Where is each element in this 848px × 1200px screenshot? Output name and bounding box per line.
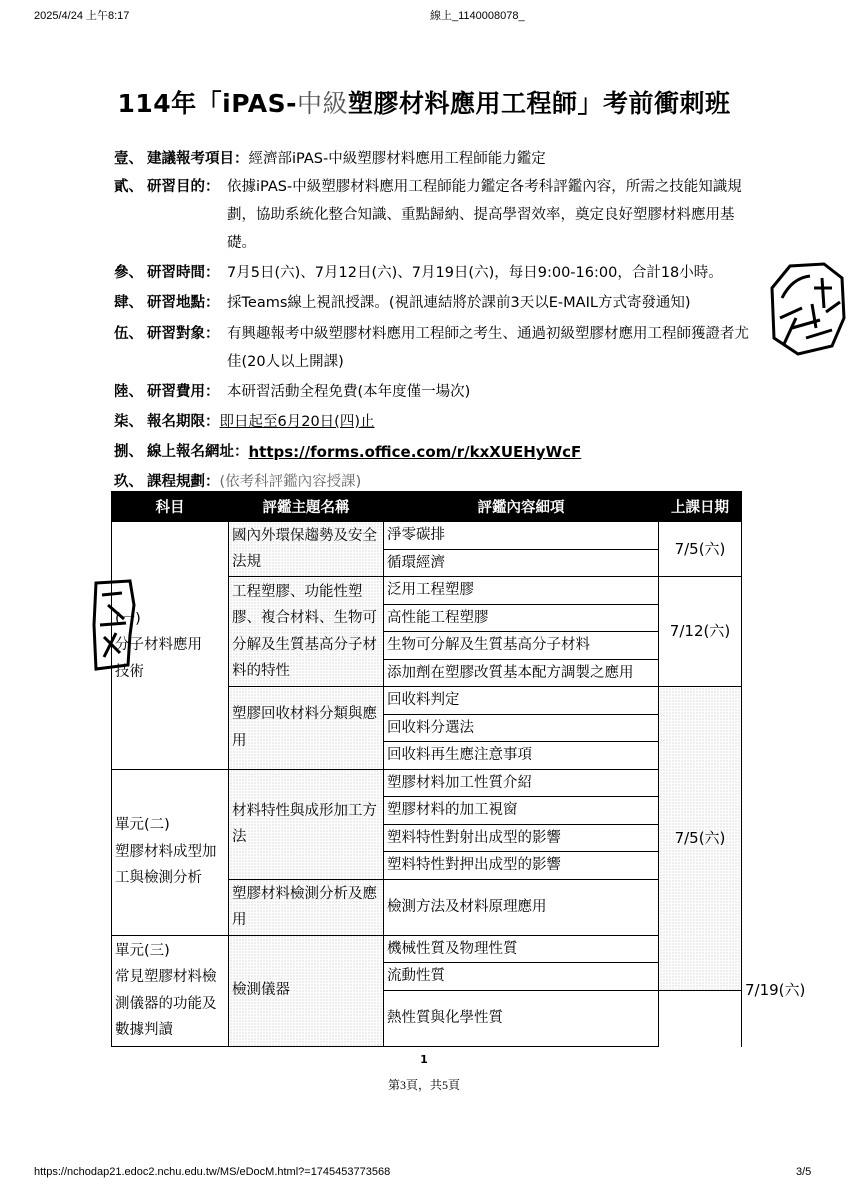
detail-cell: 回收料再生應注意事項 xyxy=(384,742,659,770)
detail-cell: 回收料分選法 xyxy=(384,714,659,742)
topic-cell: 塑膠回收材料分類與應用 xyxy=(229,687,384,770)
detail-cell: 回收料判定 xyxy=(384,687,659,715)
item-label: 建議報考項目： xyxy=(147,151,249,167)
page-number: 1 xyxy=(420,1053,428,1066)
title-part3: 塑膠材料應用工程師」考前衝刺班 xyxy=(348,89,731,118)
footer-url: https://nchodap21.edoc2.nchu.edu.tw/MS/eDocM.html?=1745453773568 xyxy=(34,1166,391,1178)
list-item xyxy=(114,379,754,406)
page-of-label: 第3頁，共5頁 xyxy=(387,1078,460,1092)
list-item xyxy=(114,290,754,317)
table-header: 評鑑內容細項 xyxy=(384,492,659,522)
detail-cell: 流動性質 xyxy=(384,963,659,991)
course-schedule-table xyxy=(111,491,806,1047)
list-item xyxy=(114,409,754,436)
table-header: 評鑑主題名稱 xyxy=(229,492,384,522)
item-number: 柒、 xyxy=(114,414,143,430)
detail-cell: 添加劑在塑膠改質基本配方調製之應用 xyxy=(384,659,659,687)
item-label: 研習目的： xyxy=(147,179,220,195)
item-number: 參、 xyxy=(114,265,143,281)
detail-cell: 檢測方法及材料原理應用 xyxy=(384,879,659,935)
item-label: 報名期限： xyxy=(147,414,220,430)
item-label: 研習對象： xyxy=(147,326,220,342)
item-text: 即日起至6月20日(四)止 xyxy=(219,414,375,430)
seal-stamp-right xyxy=(762,258,848,358)
detail-cell: 塑膠材料加工性質介紹 xyxy=(384,769,659,797)
date-cell: 7/12(六) xyxy=(659,577,742,687)
item-number: 伍、 xyxy=(114,326,143,342)
list-item xyxy=(114,439,754,466)
detail-cell: 機械性質及物理性質 xyxy=(384,935,659,963)
item-number: 肆、 xyxy=(114,295,143,311)
print-datetime: 2025/4/24 上午8:17 xyxy=(34,10,130,22)
detail-cell: 泛用工程塑膠 xyxy=(384,577,659,605)
table-header: 科目 xyxy=(112,492,229,522)
list-item xyxy=(114,146,754,173)
table-header-row xyxy=(112,492,742,522)
detail-cell: 塑膠材料的加工視窗 xyxy=(384,797,659,825)
page-title xyxy=(0,84,848,120)
detail-cell: 塑料特性對射出成型的影響 xyxy=(384,824,659,852)
detail-cell: 淨零碳排 xyxy=(384,522,659,550)
item-label: 課程規劃： xyxy=(147,474,220,490)
unit-cell: 單元(三) 常見塑膠材料檢 測儀器的功能及 數據判讀 xyxy=(112,935,229,1046)
print-doc-title: 線上_1140008078_ xyxy=(430,10,525,22)
item-text: 依據iPAS-中級塑膠材料應用工程師能力鑑定各考科評鑑內容，所需之技能知識規劃，協助系統化整合知識、重點歸納、提高學習效率，奠定良好塑膠材料應用基礎。 xyxy=(227,179,742,251)
title-part2: 中級 xyxy=(296,89,348,118)
list-item xyxy=(114,320,754,376)
topic-cell: 國內外環保趨勢及安全法規 xyxy=(229,522,384,577)
footer-page: 3/5 xyxy=(796,1166,812,1178)
info-list xyxy=(114,146,754,496)
item-number: 捌、 xyxy=(114,444,143,460)
detail-cell: 塑料特性對押出成型的影響 xyxy=(384,852,659,880)
item-text: 經濟部iPAS-中級塑膠材料應用工程師能力鑑定 xyxy=(248,151,546,167)
item-number: 壹、 xyxy=(114,151,143,167)
table-row xyxy=(112,769,742,797)
topic-cell: 材料特性與成形加工方法 xyxy=(229,769,384,879)
item-label: 線上報名網址： xyxy=(147,444,249,460)
item-text: 本研習活動全程免費(本年度僅一場次) xyxy=(227,384,471,400)
table-row: 單元(三) 常見塑膠材料檢 測儀器的功能及 數據判讀 檢測儀器 機械性質及物理性質 7/19(六) xyxy=(112,935,742,963)
topic-cell: 檢測儀器 xyxy=(229,935,384,1046)
list-item xyxy=(114,173,754,257)
list-item xyxy=(114,260,754,287)
item-text: 7月5日(六)、7月12日(六)、7月19日(六)，每日9:00-16:00，合計18小時。 xyxy=(227,265,723,281)
item-text: (依考科評鑑內容授課) xyxy=(219,474,362,490)
date-cell: 7/5(六) xyxy=(659,522,742,577)
topic-cell: 工程塑膠、功能性塑膠、複合材料、生物可分解及生質基高分子材料的特性 xyxy=(229,577,384,687)
detail-cell: 熱性質與化學性質 xyxy=(384,990,659,1046)
item-label: 研習時間： xyxy=(147,265,220,281)
topic-cell: 塑膠材料檢測分析及應用 xyxy=(229,879,384,935)
title-part1: 114年「iPAS- xyxy=(117,89,297,118)
detail-cell: 循環經濟 xyxy=(384,549,659,577)
unit-cell: 單元(二) 塑膠材料成型加 工與檢測分析 xyxy=(112,769,229,935)
detail-cell: 生物可分解及生質基高分子材料 xyxy=(384,632,659,660)
item-label: 研習費用： xyxy=(147,384,220,400)
registration-link[interactable]: https://forms.office.com/r/kxXUEHyWcF xyxy=(248,443,582,461)
table-row xyxy=(112,522,742,550)
unit-cell: (一) 分子材料應用 技術 xyxy=(112,522,229,770)
detail-cell: 高性能工程塑膠 xyxy=(384,604,659,632)
item-text: 有興趣報考中級塑膠材料應用工程師之考生、通過初級塑膠材應用工程師獲證者尤佳(20人以上開課) xyxy=(227,326,749,370)
table-header: 上課日期 xyxy=(659,492,742,522)
item-number: 貳、 xyxy=(114,179,143,195)
item-label: 研習地點： xyxy=(147,295,220,311)
date-cell: 7/5(六) xyxy=(659,687,742,991)
item-number: 陸、 xyxy=(114,384,143,400)
item-text: 採Teams線上視訊授課。(視訊連結將於課前3天以E-MAIL方式寄發通知) xyxy=(227,295,691,311)
item-number: 玖、 xyxy=(114,474,143,490)
